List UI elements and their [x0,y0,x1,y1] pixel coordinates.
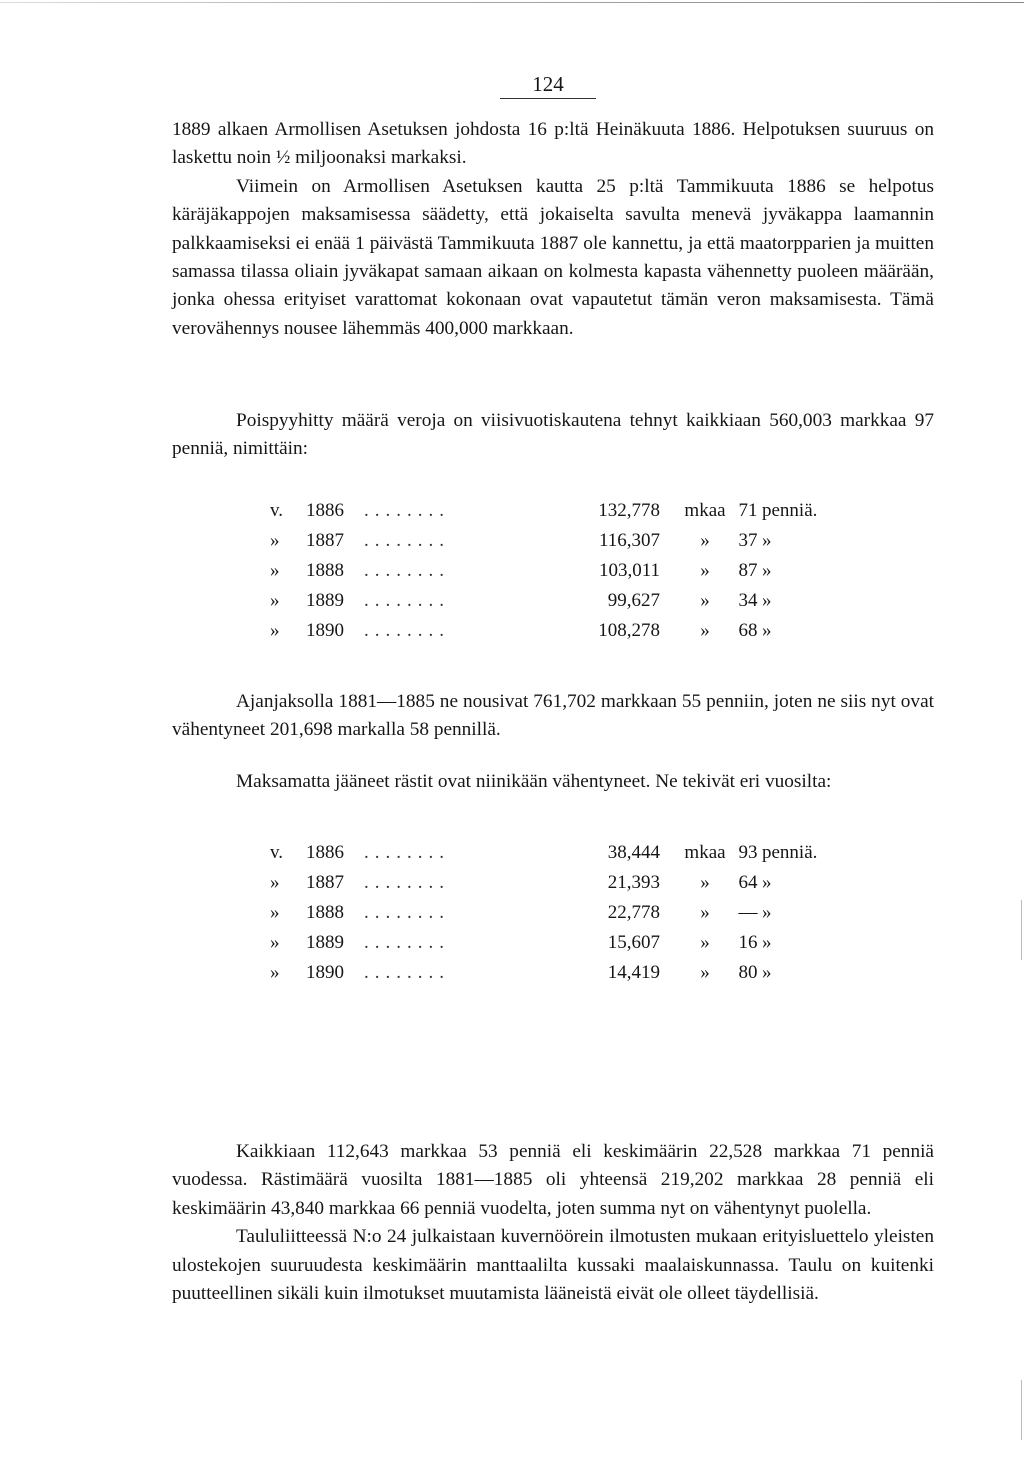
row-unit: mkaa [684,500,726,521]
row-year: 1887 [306,530,344,551]
row-pennia: 80 [738,962,758,983]
row-pennia-unit: » [762,932,772,953]
arrears-table [270,842,870,992]
row-year: 1888 [306,902,344,923]
row-pennia-unit: » [762,590,772,611]
leader-dots: ........ [364,872,450,893]
row-pennia: 34 [738,590,758,611]
table-row [270,590,870,620]
page-number: 124 [532,72,564,96]
row-pennia: 93 [738,842,758,863]
row-prefix: » [270,872,280,893]
row-year: 1890 [306,962,344,983]
row-amount: 132,778 [598,500,660,521]
row-year: 1888 [306,560,344,581]
row-pennia: 64 [738,872,758,893]
maksamatta-paragraph: Maksamatta jääneet rästit ovat niinikään vähentyneet. Ne tekivät eri vuosilta: [236,771,832,792]
row-year: 1889 [306,590,344,611]
table-row [270,962,870,992]
row-amount: 15,607 [607,932,660,953]
row-pennia-unit: penniä. [762,842,818,863]
row-pennia-unit: » [762,962,772,983]
row-amount: 14,419 [607,962,660,983]
intro-paragraph-1: 1889 alkaen Armollisen Asetuksen johdosta 16 p:ltä Heinäkuuta 1886. Helpotuksen suuruus on laskettu noin ½ miljoonaksi markaksi. [172,119,934,169]
row-unit: » [700,530,710,551]
row-amount: 103,011 [598,560,660,581]
row-amount: 21,393 [607,872,660,893]
row-pennia-unit: » [762,902,772,923]
row-unit: » [700,902,710,923]
poispyyhitty-section [172,407,934,464]
kaikkiaan-section [172,1138,934,1308]
leader-dots: ........ [364,932,450,953]
row-pennia: — [738,902,758,923]
page-top-edge [0,2,1024,3]
poispyyhitty-paragraph: Poispyyhitty määrä veroja on viisivuotiskautena tehnyt kaikkiaan 560,003 markkaa 97 penniä, nimittäin: [172,410,934,460]
row-pennia: 68 [738,620,758,641]
row-prefix: » [270,590,280,611]
row-year: 1887 [306,872,344,893]
row-year: 1890 [306,620,344,641]
leader-dots: ........ [364,620,450,641]
table-row [270,932,870,962]
row-amount: 99,627 [607,590,660,611]
intro-paragraph-2: Viimein on Armollisen Asetuksen kautta 25 p:ltä Tammikuuta 1886 se helpotus käräjäkappojen maksamisessa säädetty, että jokaiselta savulta menevä jyväkappa laamannin palkkaamiseksi ei enää 1 päivästä Tammikuuta 1887 ole kannettu, ja että maatorpparien ja muitten samassa tilassa oliain jyväkapat samaan aikaan on kolmesta kapasta vähennetty puoleen määrään, jonka ohessa erityiset varattomat kokonaan ovat vapautetut tämän veron maksamisesta. Tämä verovähennys nousee lähemmäs 400,000 markkaan. [172,175,934,339]
leader-dots: ........ [364,962,450,983]
kaikkiaan-paragraph-2: Taululiitteessä N:o 24 julkaistaan kuvernöörein ilmotusten mukaan erityisluettelo yleisten ulostekojen suuruudesta keskimäärin manttaalilta kussaki maalaiskunnassa. Taulu on kuitenki puutteellinen sikäli kuin ilmotukset muutamista lääneistä eivät ole olleet täydellisiä. [172,1226,934,1305]
leader-dots: ........ [364,560,450,581]
row-prefix: » [270,530,280,551]
row-pennia-unit: penniä. [762,500,818,521]
row-amount: 116,307 [598,530,660,551]
table-row [270,530,870,560]
ajanjaksolla-section [172,688,934,745]
row-pennia: 71 [738,500,758,521]
table-row [270,500,870,530]
row-unit: » [700,590,710,611]
table-row [270,902,870,932]
row-prefix: v. [270,842,284,863]
row-pennia: 37 [738,530,758,551]
row-prefix: » [270,902,280,923]
row-year: 1886 [306,500,344,521]
row-pennia-unit: » [762,620,772,641]
table-row [270,620,870,650]
leader-dots: ........ [364,842,450,863]
row-amount: 38,444 [607,842,660,863]
row-prefix: » [270,620,280,641]
leader-dots: ........ [364,530,450,551]
table-row [270,842,870,872]
row-year: 1886 [306,842,344,863]
table-row [270,560,870,590]
row-pennia: 16 [738,932,758,953]
intro-section [172,116,934,343]
row-unit: » [700,560,710,581]
leader-dots: ........ [364,590,450,611]
ajanjaksolla-paragraph: Ajanjaksolla 1881—1885 ne nousivat 761,702 markkaan 55 penniin, joten ne siis nyt ovat vähentyneet 201,698 markalla 58 pennillä. [172,691,934,741]
row-unit: » [700,962,710,983]
row-amount: 22,778 [607,902,660,923]
row-year: 1889 [306,932,344,953]
row-prefix: v. [270,500,284,521]
row-unit: mkaa [684,842,726,863]
row-prefix: » [270,932,280,953]
maksamatta-section [172,768,934,796]
scan-edge-mark [1021,900,1022,960]
row-unit: » [700,872,710,893]
row-unit: » [700,620,710,641]
row-amount: 108,278 [598,620,660,641]
row-pennia-unit: » [762,872,772,893]
row-pennia-unit: » [762,530,772,551]
leader-dots: ........ [364,902,450,923]
leader-dots: ........ [364,500,450,521]
row-pennia-unit: » [762,560,772,581]
kaikkiaan-paragraph-1: Kaikkiaan 112,643 markkaa 53 penniä eli keskimäärin 22,528 markkaa 71 penniä vuodessa. Rästimäärä vuosilta 1881—1885 oli yhteensä 219,202 markkaa 28 penniä eli keskimäärin 43,840 markkaa 66 penniä vuodelta, joten summa nyt on vähentynyt puolella. [172,1141,934,1219]
scan-edge-mark [1021,1380,1022,1440]
table-row [270,872,870,902]
page-number-rule [500,98,596,99]
row-unit: » [700,932,710,953]
row-prefix: » [270,962,280,983]
row-prefix: » [270,560,280,581]
row-pennia: 87 [738,560,758,581]
written-off-taxes-table [270,500,870,650]
